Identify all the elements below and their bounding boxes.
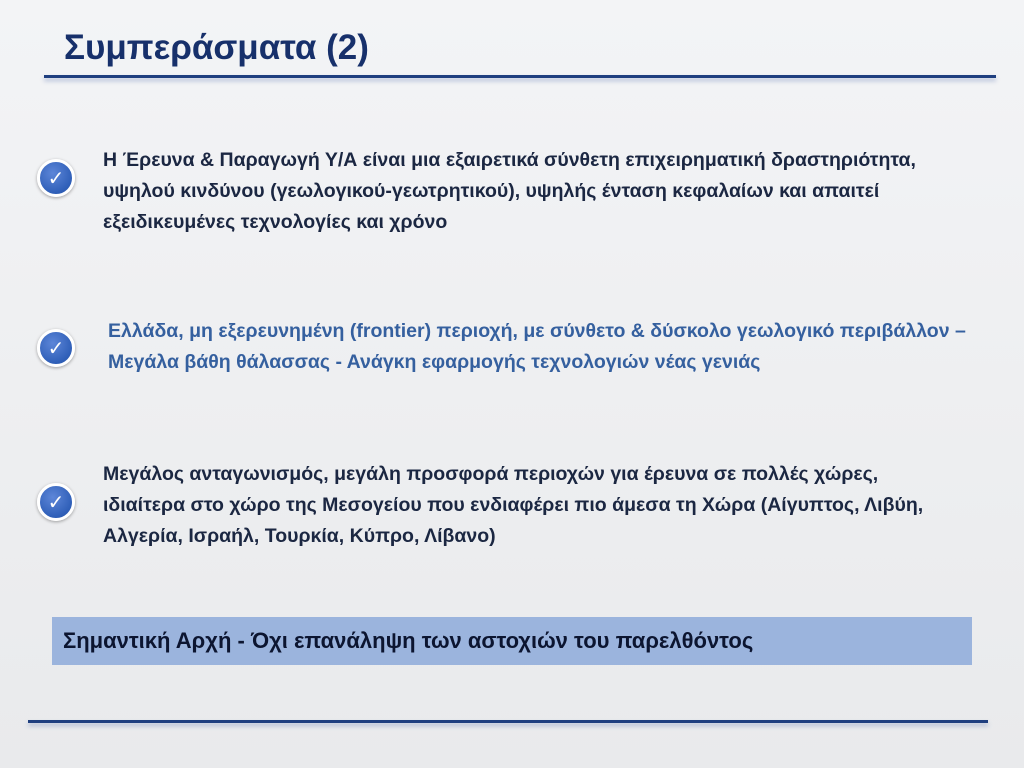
bullet-text: Η Έρευνα & Παραγωγή Υ/Α είναι μια εξαιρετικά σύνθετη επιχειρηματική δραστηριότητα, υψηλού κινδύνου (γεωλογικού-γεωτρητικού), υψηλής ένταση κεφαλαίων και απαιτεί εξειδικευμένες τεχνολογίες και χρόνο — [103, 149, 916, 233]
checkmark-icon: ✓ — [37, 483, 75, 521]
banner-text: Σημαντική Αρχή - Όχι επανάληψη των αστοχιών του παρελθόντος — [63, 628, 754, 653]
bullet-text: Μεγάλος ανταγωνισμός, μεγάλη προσφορά περιοχών για έρευνα σε πολλές χώρες, ιδιαίτερα στο χώρο της Μεσογείου που ενδιαφέρει πιο άμεσα τη Χώρα (Αίγυπτος, Λιβύη, Αλγερία, Ισραήλ, Τουρκία, Κύπρο, Λίβανο) — [103, 463, 924, 547]
key-principle-banner — [52, 617, 972, 665]
checkmark-icon: ✓ — [37, 329, 75, 367]
bullet-text: Ελλάδα, μη εξερευνημένη (frontier) περιοχή, με σύνθετο & δύσκολο γεωλογικό περιβάλλον – Μεγάλα βάθη θάλασσας - Ανάγκη εφαρμογής τεχνολογιών νέας γενιάς — [108, 320, 966, 373]
footer-divider — [28, 720, 988, 723]
checkmark-icon: ✓ — [37, 159, 75, 197]
title-divider — [44, 75, 996, 78]
slide-title: Συμπεράσματα (2) — [64, 28, 369, 67]
